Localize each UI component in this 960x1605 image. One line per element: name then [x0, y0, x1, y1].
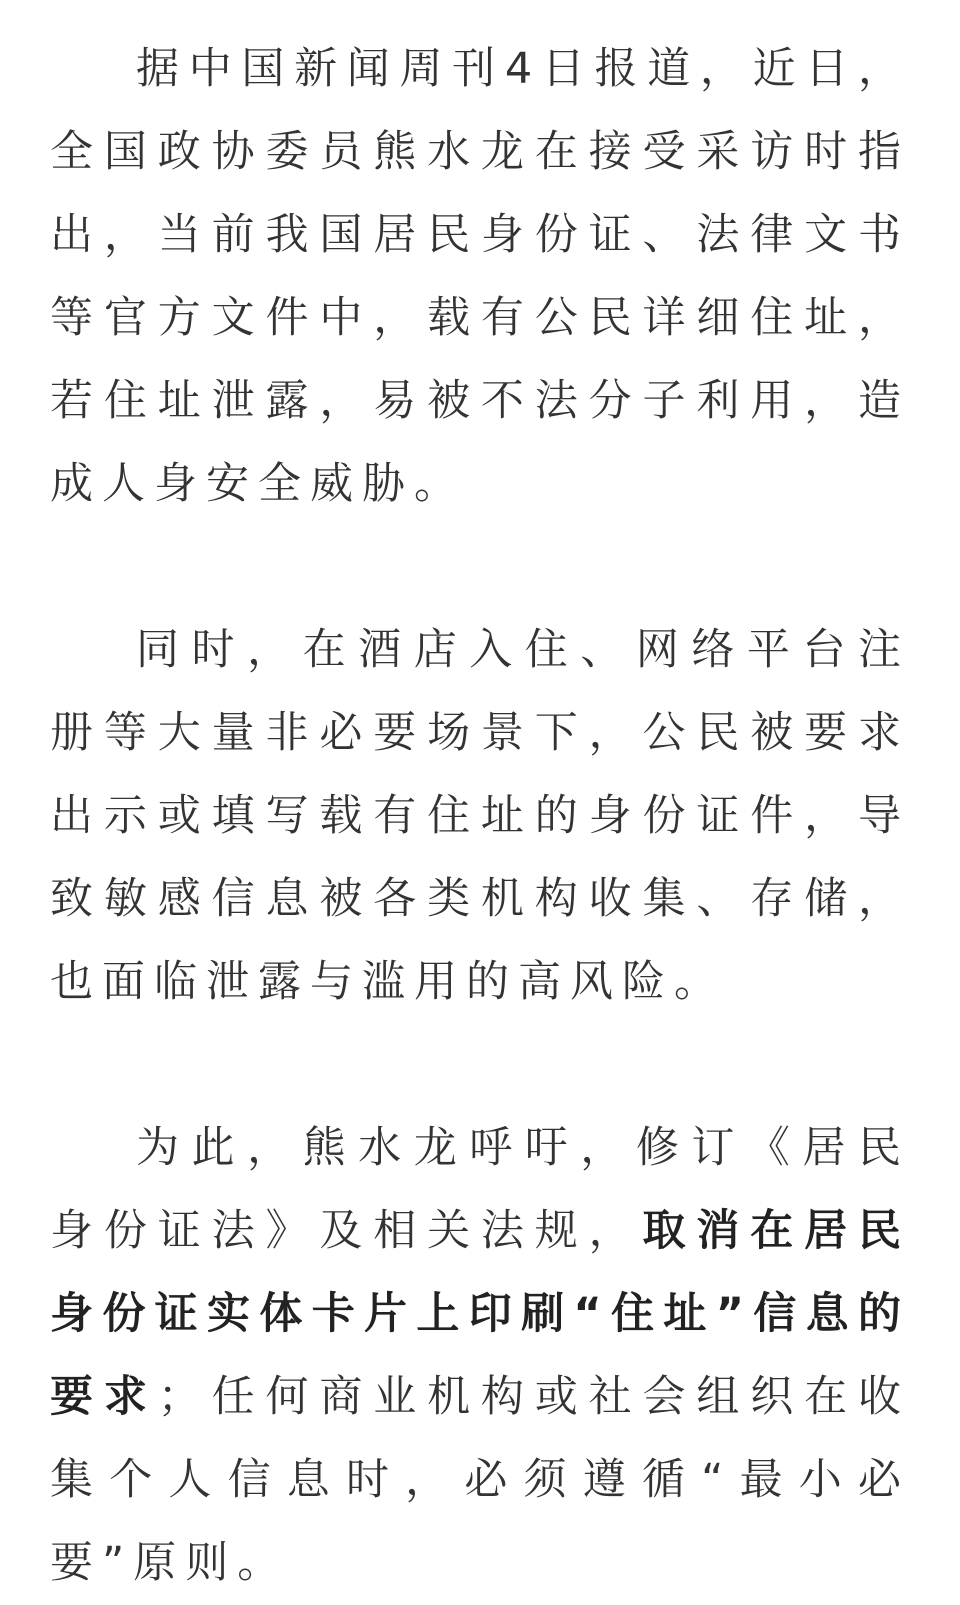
paragraph-1 — [50, 28, 910, 526]
paragraph-3-text-before: 为此，熊水龙呼吁，修订《居民身份证法》及相关法规， — [50, 1123, 910, 1256]
paragraph-3 — [50, 1107, 910, 1605]
paragraph-2 — [50, 609, 910, 1024]
paragraph-2-text: 同时，在酒店入住、网络平台注册等大量非必要场景下，公民被要求出示或填写载有住址的身份证件，导致敏感信息被各类机构收集、存储，也面临泄露与滥用的高风险。 — [50, 625, 910, 1007]
paragraph-1-text: 据中国新闻周刊4日报道，近日，全国政协委员熊水龙在接受采访时指出，当前我国居民身份证、法律文书等官方文件中，载有公民详细住址，若住址泄露，易被不法分子利用，造成人身安全威胁。 — [50, 44, 910, 509]
paragraph-3-bold-text: 取消在居民身份证实体卡片上印刷“住址”信息的要求 — [50, 1206, 911, 1422]
article-body — [50, 28, 910, 1605]
paragraph-3-text-after: ；任何商业机构或社会组织在收集个人信息时，必须遵循“最小必要”原则。 — [50, 1372, 911, 1588]
